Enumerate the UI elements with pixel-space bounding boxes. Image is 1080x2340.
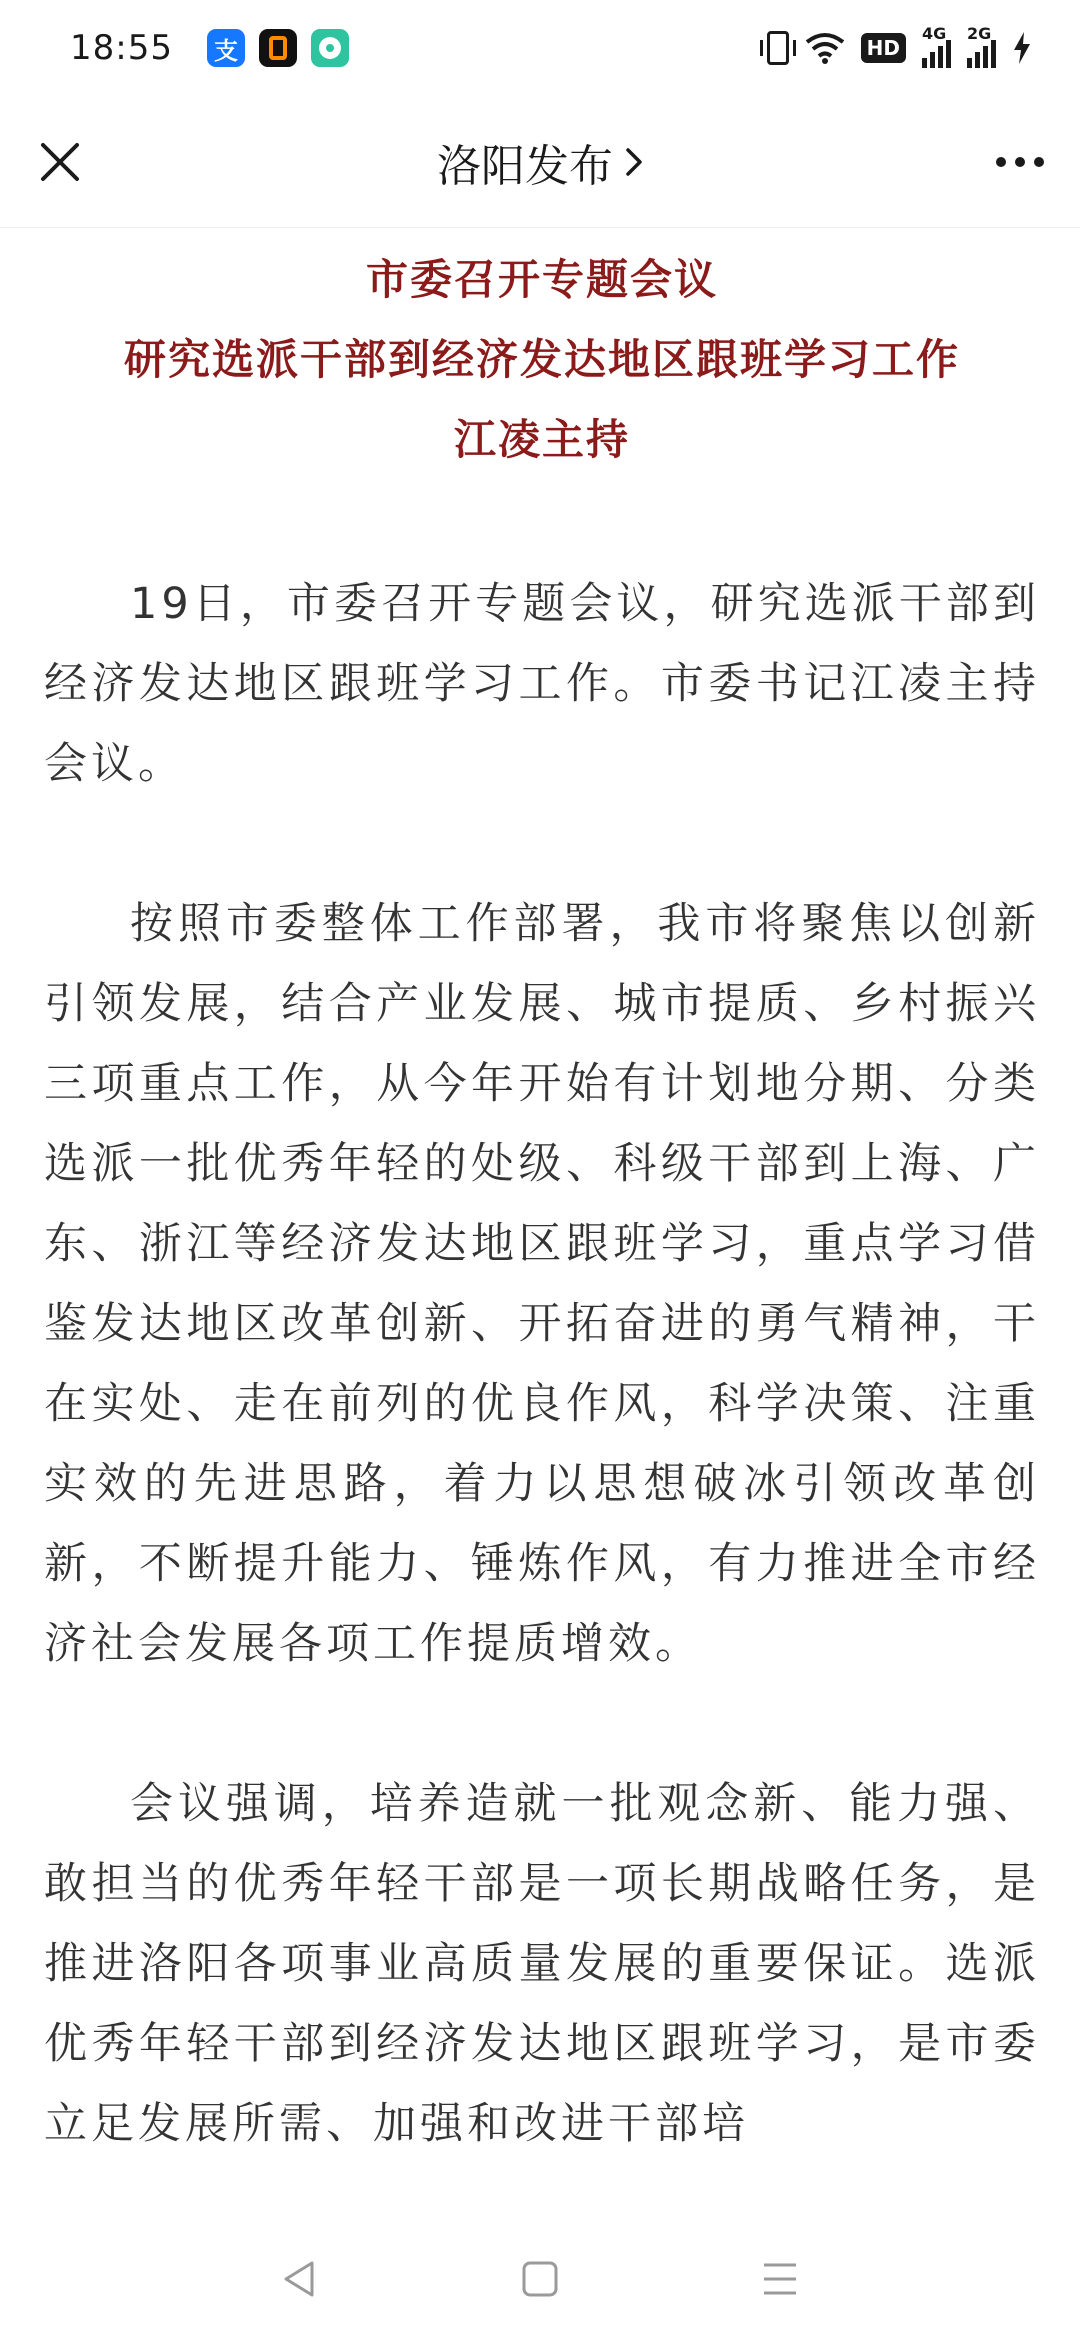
signal-4g-icon: [922, 24, 951, 68]
more-dot-icon: [1034, 157, 1044, 167]
account-title-link[interactable]: [437, 130, 643, 194]
headline-line-2: 研究选派干部到经济发达地区跟班学习工作: [123, 335, 960, 384]
menu-button[interactable]: [740, 2239, 820, 2319]
menu-lines-icon: [760, 2259, 800, 2299]
more-dot-icon: [996, 157, 1006, 167]
close-icon: [39, 141, 81, 183]
article-headline: [44, 240, 1040, 480]
notification-app-icons: [207, 29, 349, 67]
signal-4g-label: 4G: [922, 24, 947, 43]
article-paragraph-2: 按照市委整体工作部署，我市将聚焦以创新引领发展，结合产业发展、城市提质、乡村振兴三项重点工作，从今年开始有计划地分期、分类选派一批优秀年轻的处级、科级干部到上海、广东、浙江等经济发达地区跟班学习，重点学习借鉴发达地区改革创新、开拓奋进的勇气精神，干在实处、走在前列的优良作风，科学决策、注重实效的先进思路，着力以思想破冰引领改革创新，不断提升能力、锤炼作风，有力推进全市经济社会发展各项工作提质增效。: [44, 899, 1040, 1669]
article-paragraph-1: 19日，市委召开专题会议，研究选派干部到经济发达地区跟班学习工作。市委书记江凌主持会议。: [44, 579, 1040, 789]
account-name: 洛阳发布: [437, 140, 613, 192]
wifi-icon: [805, 32, 845, 64]
chat-app-icon: [311, 29, 349, 67]
top-nav-bar: [0, 96, 1080, 228]
more-options-button[interactable]: [988, 130, 1052, 194]
status-bar: [0, 0, 1080, 96]
system-navigation-bar: [0, 2218, 1080, 2340]
status-time: 18:55: [70, 28, 173, 68]
charging-icon: [1012, 32, 1032, 64]
vibrate-icon: [767, 31, 789, 65]
signal-2g-label: 2G: [967, 24, 992, 43]
orange-app-icon: [259, 29, 297, 67]
home-square-icon: [520, 2259, 560, 2299]
headline-line-1: 市委召开专题会议: [365, 255, 718, 304]
more-dot-icon: [1015, 157, 1025, 167]
status-indicators: [767, 24, 1032, 68]
back-button[interactable]: [260, 2239, 340, 2319]
close-button[interactable]: [28, 130, 92, 194]
headline-line-3: 江凌主持: [453, 415, 630, 464]
hd-voice-icon: HD: [861, 33, 906, 63]
article-paragraph-3: 会议强调，培养造就一批观念新、能力强、敢担当的优秀年轻干部是一项长期战略任务，是推进洛阳各项事业高质量发展的重要保证。选派优秀年轻干部到经济发达地区跟班学习，是市委立足发展所需、加强和改进干部培: [44, 1779, 1040, 2149]
article-content[interactable]: [44, 240, 1040, 2218]
back-triangle-icon: [280, 2259, 320, 2299]
signal-2g-icon: [967, 24, 996, 68]
home-button[interactable]: [500, 2239, 580, 2319]
alipay-icon: 支: [207, 29, 245, 67]
chevron-right-icon: [625, 147, 643, 177]
